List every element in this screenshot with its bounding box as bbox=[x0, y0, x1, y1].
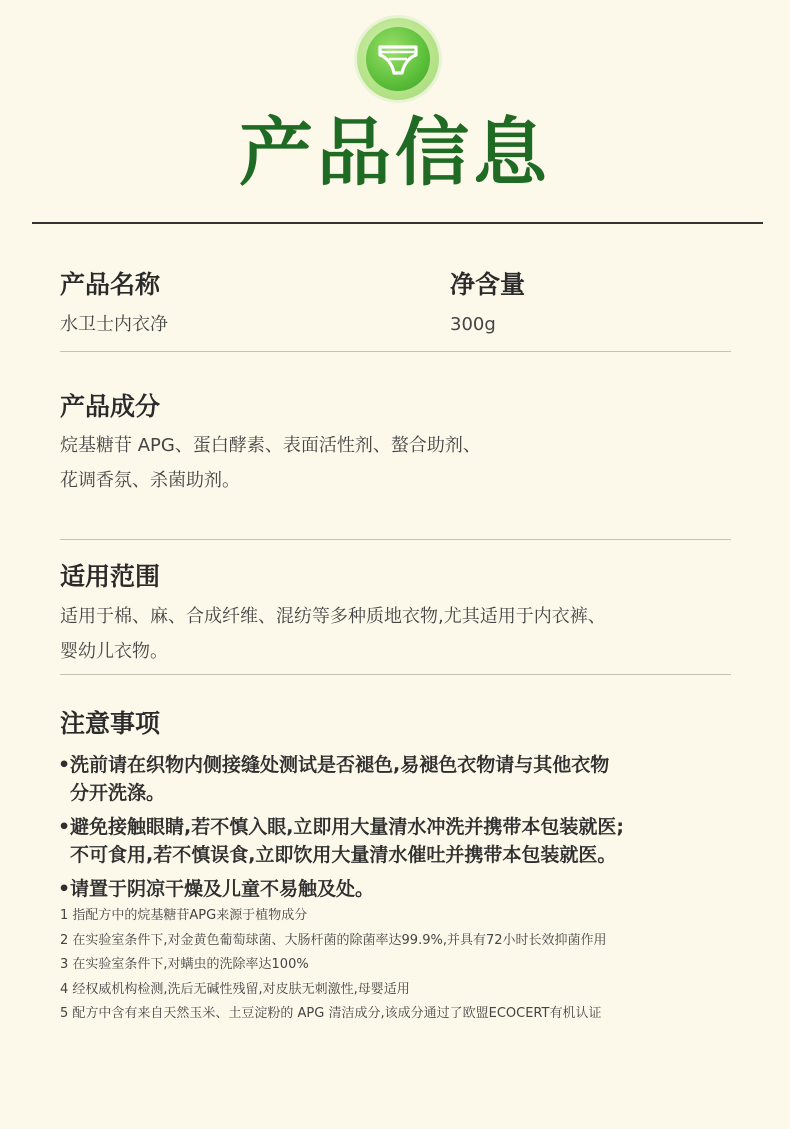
caution-line: 分开洗涤。 bbox=[70, 782, 166, 804]
caution-line: 不可食用,若不慎误食,立即饮用大量清水催吐并携带本包装就医。 bbox=[70, 844, 617, 866]
logo-badge bbox=[357, 18, 439, 100]
footnote: 1 指配方中的烷基糖苷APG来源于植物成分 bbox=[60, 908, 308, 923]
scope-heading: 适用范围 bbox=[60, 562, 161, 591]
caution-item bbox=[58, 875, 738, 903]
footnote: 5 配方中含有来自天然玉米、土豆淀粉的 APG 清洁成分,该成分通过了欧盟ECOCERT有机认证 bbox=[60, 1006, 602, 1021]
net-weight-label: 净含量 bbox=[450, 270, 526, 299]
page-title: 产品信息 bbox=[239, 110, 551, 196]
ingredients-text bbox=[60, 428, 481, 498]
bullet-icon: • bbox=[58, 816, 71, 838]
scope-line: 婴幼儿衣物。 bbox=[60, 641, 168, 662]
footnote: 4 经权威机构检测,洗后无碱性残留,对皮肤无刺激性,母婴适用 bbox=[60, 981, 410, 997]
product-name-value: 水卫士内衣净 bbox=[60, 314, 168, 335]
ingredients-line: 花调香氛、杀菌助剂。 bbox=[60, 470, 240, 491]
cautions-list bbox=[58, 751, 738, 909]
bullet-icon: • bbox=[58, 754, 71, 776]
net-weight-value: 300g bbox=[450, 314, 496, 335]
underwear-icon bbox=[366, 27, 430, 91]
caution-line: 洗前请在织物内侧接缝处测试是否褪色,易褪色衣物请与其他衣物 bbox=[70, 754, 610, 776]
section-divider bbox=[60, 351, 731, 352]
ingredients-heading: 产品成分 bbox=[60, 392, 161, 421]
caution-line: 避免接触眼睛,若不慎入眼,立即用大量清水冲洗并携带本包装就医; bbox=[70, 816, 625, 838]
footnote: 3 在实验室条件下,对螨虫的洗除率达100% bbox=[60, 957, 309, 972]
section-divider bbox=[60, 539, 731, 540]
title-divider bbox=[32, 222, 763, 224]
scope-line: 适用于棉、麻、合成纤维、混纺等多种质地衣物,尤其适用于内衣裤、 bbox=[60, 606, 606, 627]
cautions-heading: 注意事项 bbox=[60, 709, 161, 738]
scope-text bbox=[60, 599, 606, 669]
section-divider bbox=[60, 674, 731, 675]
caution-item bbox=[58, 813, 738, 869]
caution-line: 请置于阴凉干燥及儿童不易触及处。 bbox=[70, 878, 375, 900]
footnotes bbox=[60, 904, 607, 1027]
ingredients-line: 烷基糖苷 APG、蛋白酵素、表面活性剂、螯合助剂、 bbox=[60, 435, 481, 456]
bullet-icon: • bbox=[58, 878, 71, 900]
product-name-label: 产品名称 bbox=[60, 270, 161, 299]
footnote: 2 在实验室条件下,对金黄色葡萄球菌、大肠杆菌的除菌率达99.9%,并具有72小时长效抑菌作用 bbox=[60, 932, 607, 948]
caution-item bbox=[58, 751, 738, 807]
